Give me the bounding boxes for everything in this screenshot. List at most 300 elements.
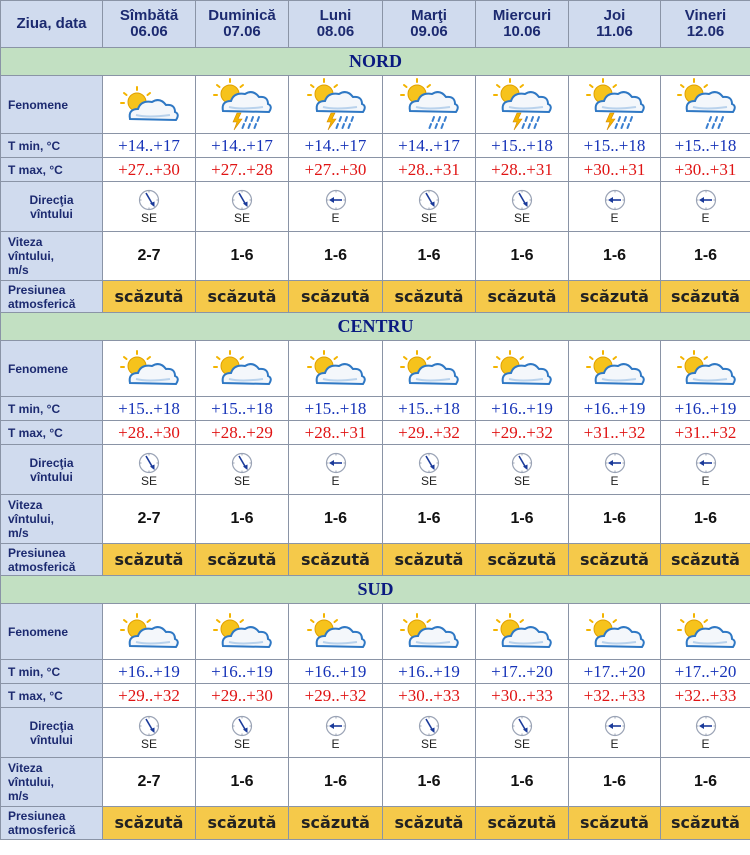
corner-label-text: Ziua, data <box>16 15 87 32</box>
pressure-cell <box>569 544 661 576</box>
wind-direction-cell <box>103 445 196 495</box>
tmax-label-text: T max, °C <box>8 688 63 703</box>
wind-direction-cell <box>383 182 476 232</box>
pressure-label <box>1 807 103 840</box>
wind-speed-value: 1-6 <box>569 758 661 807</box>
wind-speed-value: 1-6 <box>289 232 383 281</box>
wind-speed-value: 1-6 <box>661 232 750 281</box>
pressure-cell <box>383 281 476 313</box>
pressure-value: scăzută <box>301 549 370 569</box>
tmin-value: +15..+18 <box>476 134 569 158</box>
weather-cell <box>569 604 661 660</box>
tmin-value: +15..+18 <box>383 397 476 421</box>
wind-speed-value: 2-7 <box>103 495 196 544</box>
tmax-value: +29..+32 <box>103 684 196 708</box>
tmax-row <box>1 158 750 182</box>
wind-direction-label-line2: vîntului <box>30 469 73 484</box>
wind-direction-value: SE <box>233 737 250 751</box>
wind-speed-value: 1-6 <box>196 495 289 544</box>
wind-direction-cell <box>196 708 289 758</box>
wind-direction-label-line2: vîntului <box>30 732 73 747</box>
tmax-value: +31..+32 <box>569 421 661 445</box>
weather-cell <box>569 76 661 134</box>
phenomena-row <box>1 76 750 134</box>
phenomena-label <box>1 341 103 397</box>
tmax-label <box>1 421 103 445</box>
wind-speed-value: 1-6 <box>476 232 569 281</box>
compass-icon <box>569 189 660 211</box>
sun-cloud-icon <box>289 612 382 652</box>
weather-cell <box>661 604 750 660</box>
sun-cloud-icon <box>476 612 568 652</box>
tmin-row <box>1 397 750 421</box>
tmin-row <box>1 660 750 684</box>
wind-direction-value: E <box>610 211 619 225</box>
wind-direction-value: SE <box>140 737 157 751</box>
tmax-label-text: T max, °C <box>8 425 63 440</box>
header-row <box>1 1 750 48</box>
pressure-cell <box>569 807 661 840</box>
wind-direction-value: E <box>701 211 710 225</box>
wind-direction-label <box>1 182 103 232</box>
wind-speed-value: 1-6 <box>196 758 289 807</box>
wind-speed-value: 1-6 <box>476 758 569 807</box>
tmax-label <box>1 684 103 708</box>
tmax-value: +28..+29 <box>196 421 289 445</box>
compass-icon <box>196 715 288 737</box>
tmin-value: +15..+18 <box>196 397 289 421</box>
tmax-value: +28..+31 <box>476 158 569 182</box>
tmin-value: +15..+18 <box>289 397 383 421</box>
wind-speed-value: 1-6 <box>289 495 383 544</box>
wind-direction-row <box>1 445 750 495</box>
wind-direction-cell <box>661 445 750 495</box>
tmax-value: +27..+30 <box>289 158 383 182</box>
pressure-row <box>1 807 750 840</box>
wind-direction-value: SE <box>140 474 157 488</box>
pressure-value: scăzută <box>671 549 740 569</box>
day-name: Marţi <box>411 7 447 24</box>
wind-speed-label-line3: m/s <box>8 526 29 540</box>
tmin-value: +14..+17 <box>196 134 289 158</box>
wind-direction-row <box>1 708 750 758</box>
compass-icon <box>289 715 382 737</box>
wind-direction-label <box>1 708 103 758</box>
wind-direction-cell <box>383 708 476 758</box>
day-name: Luni <box>319 7 352 24</box>
compass-icon <box>383 189 475 211</box>
day-header <box>196 1 289 48</box>
pressure-value: scăzută <box>580 286 649 306</box>
pressure-cell <box>661 807 750 840</box>
wind-speed-value: 1-6 <box>289 758 383 807</box>
day-name: Duminică <box>208 7 276 24</box>
sun-cloud-icon <box>383 612 475 652</box>
pressure-label <box>1 544 103 576</box>
weather-cell <box>196 604 289 660</box>
region-title <box>1 48 750 76</box>
day-date: 09.06 <box>410 23 448 40</box>
pressure-cell <box>569 281 661 313</box>
wind-speed-label-line3: m/s <box>8 263 29 277</box>
weather-cell <box>103 341 196 397</box>
tmin-value: +16..+19 <box>289 660 383 684</box>
compass-icon <box>476 189 568 211</box>
wind-speed-value: 1-6 <box>383 232 476 281</box>
tmax-value: +29..+30 <box>196 684 289 708</box>
wind-direction-cell <box>289 708 383 758</box>
compass-icon <box>661 715 750 737</box>
compass-icon <box>661 189 750 211</box>
tmin-value: +15..+18 <box>103 397 196 421</box>
wind-speed-label-line1: Viteza <box>8 761 43 775</box>
sun-cloud-icon <box>103 85 195 125</box>
wind-direction-cell <box>476 182 569 232</box>
day-header <box>383 1 476 48</box>
weather-cell <box>289 341 383 397</box>
wind-direction-value: E <box>610 737 619 751</box>
wind-direction-cell <box>476 708 569 758</box>
weather-cell <box>383 76 476 134</box>
wind-speed-label <box>1 495 103 544</box>
tmax-row <box>1 421 750 445</box>
day-date: 08.06 <box>316 23 355 40</box>
wind-direction-row <box>1 182 750 232</box>
wind-direction-value: SE <box>513 737 530 751</box>
wind-speed-label-line2: vîntului, <box>8 512 54 526</box>
weather-cell <box>383 604 476 660</box>
compass-icon <box>476 715 568 737</box>
day-date: 10.06 <box>503 23 541 40</box>
compass-icon <box>569 452 660 474</box>
tmax-value: +29..+32 <box>476 421 569 445</box>
day-name: Sîmbătă <box>119 7 179 24</box>
region-title <box>1 576 750 604</box>
phenomena-label <box>1 604 103 660</box>
pressure-cell <box>103 544 196 576</box>
region-name: SUD <box>357 579 394 599</box>
wind-direction-value: SE <box>140 211 157 225</box>
weather-cell <box>476 341 569 397</box>
tmin-value: +16..+19 <box>569 397 661 421</box>
wind-direction-value: E <box>331 737 340 751</box>
day-header <box>661 1 750 48</box>
pressure-row <box>1 544 750 576</box>
wind-direction-value: SE <box>420 211 437 225</box>
pressure-cell <box>383 807 476 840</box>
pressure-cell <box>196 807 289 840</box>
pressure-value: scăzută <box>394 549 464 569</box>
pressure-value: scăzută <box>580 813 649 832</box>
pressure-value: scăzută <box>487 549 557 569</box>
wind-direction-label-line1: Direcţia <box>29 192 74 207</box>
tmin-value: +14..+17 <box>383 134 476 158</box>
pressure-value: scăzută <box>487 286 557 306</box>
weather-cell <box>383 341 476 397</box>
pressure-value: scăzută <box>487 813 557 832</box>
sun-cloud-icon <box>661 612 750 652</box>
wind-direction-label-line2: vîntului <box>30 206 73 221</box>
pressure-cell <box>476 281 569 313</box>
tmin-label-text: T min, °C <box>8 138 61 153</box>
pressure-label-line2: atmosferică <box>8 296 76 311</box>
wind-direction-cell <box>383 445 476 495</box>
pressure-label <box>1 281 103 313</box>
tmin-value: +14..+17 <box>103 134 196 158</box>
day-name: Vineri <box>684 7 727 24</box>
tmax-value: +27..+28 <box>196 158 289 182</box>
day-header <box>476 1 569 48</box>
sun-cloud-rain-icon <box>383 77 475 133</box>
tmin-value: +17..+20 <box>569 660 661 684</box>
pressure-value: scăzută <box>394 813 464 832</box>
weather-cell <box>661 341 750 397</box>
phenomena-row <box>1 604 750 660</box>
sun-cloud-icon <box>103 349 195 389</box>
compass-icon <box>103 715 195 737</box>
wind-direction-label <box>1 445 103 495</box>
day-header <box>569 1 661 48</box>
pressure-value: scăzută <box>207 813 277 832</box>
wind-speed-value: 1-6 <box>569 495 661 544</box>
pressure-value: scăzută <box>301 286 370 306</box>
wind-speed-value: 2-7 <box>103 232 196 281</box>
tmin-value: +16..+19 <box>103 660 196 684</box>
tmax-value: +29..+32 <box>289 684 383 708</box>
pressure-cell <box>476 544 569 576</box>
tmin-label-text: T min, °C <box>8 664 61 679</box>
wind-direction-value: SE <box>420 737 437 751</box>
pressure-label-line1: Presiunea <box>8 545 66 560</box>
pressure-cell <box>383 544 476 576</box>
corner-label <box>1 1 103 48</box>
day-header <box>289 1 383 48</box>
tmax-value: +28..+30 <box>103 421 196 445</box>
pressure-label-line1: Presiunea <box>8 282 66 297</box>
wind-speed-value: 1-6 <box>383 758 476 807</box>
tmax-value: +28..+31 <box>289 421 383 445</box>
sun-cloud-storm-rain-icon <box>569 77 660 133</box>
pressure-cell <box>196 544 289 576</box>
sun-cloud-icon <box>196 349 288 389</box>
region-title <box>1 313 750 341</box>
compass-icon <box>196 452 288 474</box>
sun-cloud-icon <box>476 349 568 389</box>
sun-cloud-storm-rain-icon <box>476 77 568 133</box>
sun-cloud-icon <box>103 612 195 652</box>
tmin-label <box>1 134 103 158</box>
weather-cell <box>661 76 750 134</box>
compass-icon <box>476 452 568 474</box>
weather-cell <box>289 76 383 134</box>
tmin-value: +16..+19 <box>476 397 569 421</box>
wind-direction-cell <box>196 445 289 495</box>
region-name: NORD <box>349 51 402 71</box>
compass-icon <box>103 452 195 474</box>
day-name: Miercuri <box>492 7 552 24</box>
weather-cell <box>196 341 289 397</box>
tmin-value: +16..+19 <box>196 660 289 684</box>
pressure-value: scăzută <box>580 549 649 569</box>
tmax-row <box>1 684 750 708</box>
sun-cloud-icon <box>383 349 475 389</box>
wind-direction-cell <box>289 445 383 495</box>
wind-speed-value: 1-6 <box>661 495 750 544</box>
weather-cell <box>289 604 383 660</box>
wind-speed-label <box>1 758 103 807</box>
sun-cloud-icon <box>661 349 750 389</box>
wind-direction-value: E <box>331 474 340 488</box>
wind-direction-value: SE <box>513 211 530 225</box>
wind-speed-value: 2-7 <box>103 758 196 807</box>
wind-direction-cell <box>103 182 196 232</box>
region-row <box>1 48 750 76</box>
pressure-cell <box>103 807 196 840</box>
compass-icon <box>196 189 288 211</box>
tmax-value: +29..+32 <box>383 421 476 445</box>
tmin-row <box>1 134 750 158</box>
tmax-label <box>1 158 103 182</box>
wind-speed-value: 1-6 <box>476 495 569 544</box>
compass-icon <box>103 189 195 211</box>
tmin-value: +15..+18 <box>569 134 661 158</box>
region-row <box>1 576 750 604</box>
tmin-value: +15..+18 <box>661 134 750 158</box>
day-header <box>103 1 196 48</box>
weather-cell <box>569 341 661 397</box>
phenomena-label <box>1 76 103 134</box>
pressure-cell <box>196 281 289 313</box>
tmin-value: +17..+20 <box>476 660 569 684</box>
wind-direction-cell <box>569 708 661 758</box>
pressure-cell <box>661 544 750 576</box>
phenomena-label-text: Fenomene <box>8 624 69 639</box>
tmax-value: +30..+31 <box>569 158 661 182</box>
pressure-value: scăzută <box>671 813 740 832</box>
tmin-label <box>1 660 103 684</box>
wind-speed-label-line2: vîntului, <box>8 249 54 263</box>
day-name: Joi <box>603 7 626 24</box>
day-date: 12.06 <box>686 23 725 40</box>
sun-cloud-icon <box>196 612 288 652</box>
wind-direction-cell <box>569 445 661 495</box>
wind-direction-value: SE <box>420 474 437 488</box>
tmin-label-text: T min, °C <box>8 401 61 416</box>
tmax-value: +32..+33 <box>661 684 750 708</box>
region-row <box>1 313 750 341</box>
sun-cloud-storm-rain-icon <box>196 77 288 133</box>
wind-direction-value: E <box>610 474 619 488</box>
tmax-label-text: T max, °C <box>8 162 63 177</box>
wind-direction-label-line1: Direcţia <box>29 455 74 470</box>
pressure-value: scăzută <box>207 549 277 569</box>
tmax-value: +30..+31 <box>661 158 750 182</box>
wind-direction-cell <box>476 445 569 495</box>
phenomena-label-text: Fenomene <box>8 97 69 112</box>
tmin-value: +16..+19 <box>661 397 750 421</box>
wind-speed-row <box>1 495 750 544</box>
wind-direction-value: SE <box>233 211 250 225</box>
sun-cloud-icon <box>289 349 382 389</box>
sun-cloud-rain-icon <box>661 77 750 133</box>
tmax-value: +27..+30 <box>103 158 196 182</box>
weather-cell <box>103 604 196 660</box>
wind-direction-cell <box>661 182 750 232</box>
wind-direction-value: SE <box>513 474 530 488</box>
pressure-value: scăzută <box>671 286 740 306</box>
weather-cell <box>476 76 569 134</box>
day-date: 11.06 <box>596 23 633 40</box>
tmax-value: +30..+33 <box>476 684 569 708</box>
wind-speed-row <box>1 758 750 807</box>
weather-cell <box>476 604 569 660</box>
compass-icon <box>289 189 382 211</box>
wind-direction-cell <box>103 708 196 758</box>
compass-icon <box>661 452 750 474</box>
wind-direction-value: SE <box>233 474 250 488</box>
pressure-cell <box>289 807 383 840</box>
tmax-value: +28..+31 <box>383 158 476 182</box>
tmax-value: +30..+33 <box>383 684 476 708</box>
pressure-cell <box>661 281 750 313</box>
pressure-label-line2: atmosferică <box>8 823 76 837</box>
compass-icon <box>383 715 475 737</box>
pressure-value: scăzută <box>114 286 184 306</box>
wind-direction-cell <box>289 182 383 232</box>
tmin-label <box>1 397 103 421</box>
tmin-value: +17..+20 <box>661 660 750 684</box>
region-name: CENTRU <box>337 316 414 336</box>
wind-direction-cell <box>661 708 750 758</box>
weather-cell <box>196 76 289 134</box>
wind-speed-value: 1-6 <box>383 495 476 544</box>
phenomena-row <box>1 341 750 397</box>
tmax-value: +32..+33 <box>569 684 661 708</box>
phenomena-label-text: Fenomene <box>8 361 69 376</box>
wind-speed-value: 1-6 <box>569 232 661 281</box>
wind-speed-value: 1-6 <box>196 232 289 281</box>
pressure-value: scăzută <box>114 549 184 569</box>
wind-direction-value: E <box>701 474 710 488</box>
wind-direction-label-line1: Direcţia <box>29 718 74 733</box>
wind-speed-value: 1-6 <box>661 758 750 807</box>
day-date: 07.06 <box>223 23 261 40</box>
sun-cloud-icon <box>569 349 660 389</box>
compass-icon <box>383 452 475 474</box>
wind-speed-label-line2: vîntului, <box>8 775 54 789</box>
pressure-value: scăzută <box>301 813 370 832</box>
pressure-value: scăzută <box>394 286 464 306</box>
pressure-cell <box>476 807 569 840</box>
compass-icon <box>289 452 382 474</box>
wind-speed-row <box>1 232 750 281</box>
pressure-value: scăzută <box>207 286 277 306</box>
tmin-value: +14..+17 <box>289 134 383 158</box>
compass-icon <box>569 715 660 737</box>
wind-direction-value: E <box>701 737 710 751</box>
wind-speed-label <box>1 232 103 281</box>
wind-speed-label-line1: Viteza <box>8 235 43 249</box>
wind-direction-cell <box>569 182 661 232</box>
pressure-cell <box>289 281 383 313</box>
wind-speed-label-line1: Viteza <box>8 498 43 512</box>
pressure-value: scăzută <box>114 813 184 832</box>
pressure-cell <box>103 281 196 313</box>
weather-cell <box>103 76 196 134</box>
tmax-value: +31..+32 <box>661 421 750 445</box>
sun-cloud-storm-rain-icon <box>289 77 382 133</box>
pressure-label-line1: Presiunea <box>8 809 66 823</box>
